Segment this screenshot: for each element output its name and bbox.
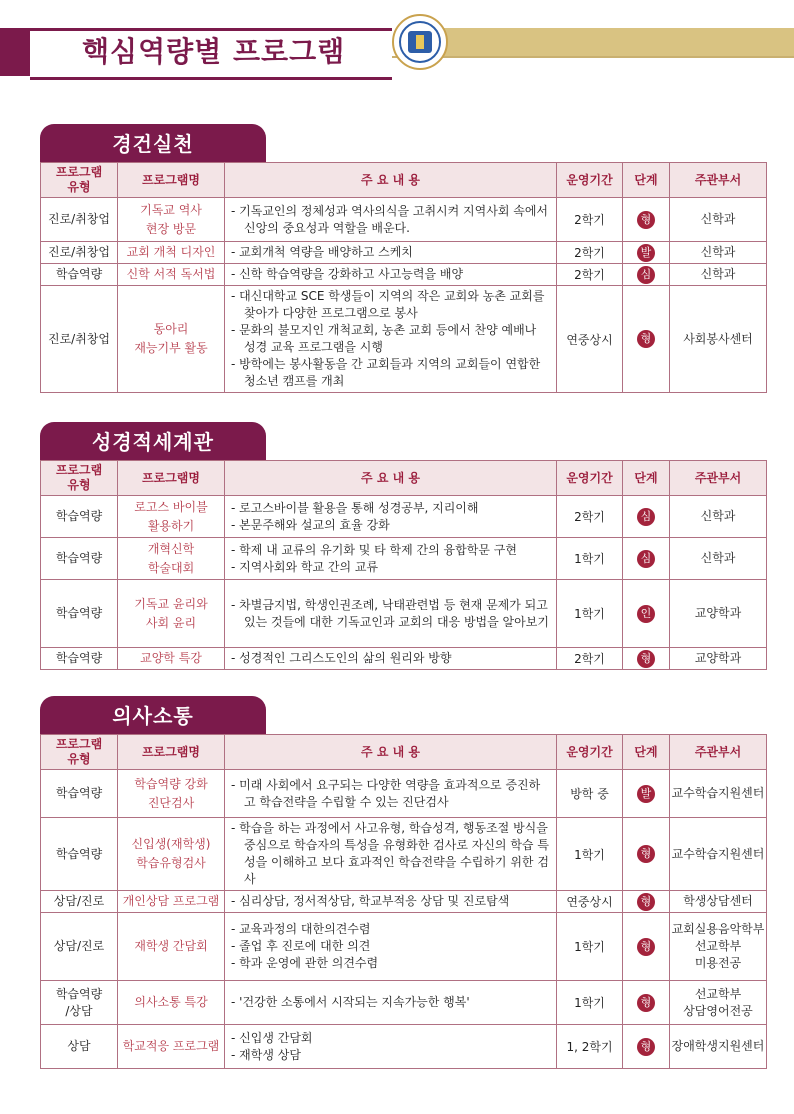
program-stage bbox=[623, 242, 670, 264]
table-row bbox=[41, 580, 767, 648]
program-stage bbox=[623, 891, 670, 913]
program-stage bbox=[623, 580, 670, 648]
program-type: 진로/취창업 bbox=[41, 198, 118, 242]
program-name: 개인상담 프로그램 bbox=[118, 891, 225, 913]
table-row bbox=[41, 818, 767, 891]
stage-badge: 형 bbox=[637, 1038, 655, 1056]
table-row bbox=[41, 538, 767, 580]
stage-badge: 형 bbox=[637, 650, 655, 668]
program-name: 교회 개척 디자인 bbox=[118, 242, 225, 264]
table-row bbox=[41, 198, 767, 242]
program-name: 개혁신학 학술대회 bbox=[118, 538, 225, 580]
program-name: 재학생 간담회 bbox=[118, 913, 225, 981]
col-type: 프로그램 유형 bbox=[41, 461, 118, 496]
table-row bbox=[41, 496, 767, 538]
program-stage bbox=[623, 286, 670, 393]
stage-badge: 형 bbox=[637, 994, 655, 1012]
program-table bbox=[40, 162, 767, 393]
col-dept: 주관부서 bbox=[670, 163, 767, 198]
col-content: 주 요 내 용 bbox=[225, 735, 557, 770]
program-type: 학습역량 bbox=[41, 264, 118, 286]
program-stage bbox=[623, 770, 670, 818]
program-name: 기독교 역사 현장 방문 bbox=[118, 198, 225, 242]
program-type: 학습역량 bbox=[41, 648, 118, 670]
program-dept: 신학과 bbox=[670, 264, 767, 286]
program-type: 학습역량 /상담 bbox=[41, 981, 118, 1025]
table-row bbox=[41, 891, 767, 913]
program-content bbox=[225, 580, 557, 648]
program-type: 학습역량 bbox=[41, 538, 118, 580]
table-row bbox=[41, 913, 767, 981]
content-item: - 교회개척 역량을 배양하고 스케치 bbox=[231, 245, 413, 259]
content-item: - 차별금지법, 학생인권조례, 낙태관련법 등 현재 문제가 되고 있는 것들에 대한 기독교인과 교회의 대응 방법을 알아보기 bbox=[231, 597, 549, 629]
content-item: - 미래 사회에서 요구되는 다양한 역량을 효과적으로 증진하고 학습전략을 수립할 수 있는 진단검사 bbox=[231, 777, 541, 809]
program-period: 2학기 bbox=[557, 198, 623, 242]
program-table bbox=[40, 734, 767, 1069]
program-dept: 장애학생지원센터 bbox=[670, 1025, 767, 1069]
program-stage bbox=[623, 264, 670, 286]
program-period: 2학기 bbox=[557, 496, 623, 538]
program-name: 동아리 재능기부 활동 bbox=[118, 286, 225, 393]
header-accent bbox=[0, 28, 30, 76]
col-stage: 단계 bbox=[623, 735, 670, 770]
table-row bbox=[41, 242, 767, 264]
content-item: - '건강한 소통에서 시작되는 지속가능한 행복' bbox=[231, 995, 470, 1009]
header-gold-bar bbox=[420, 28, 794, 58]
table-header-row bbox=[41, 735, 767, 770]
program-content bbox=[225, 648, 557, 670]
program-dept: 교수학습지원센터 bbox=[670, 818, 767, 891]
university-seal-icon bbox=[392, 14, 448, 70]
program-content bbox=[225, 264, 557, 286]
program-stage bbox=[623, 818, 670, 891]
stage-badge: 형 bbox=[637, 893, 655, 911]
program-name: 기독교 윤리와 사회 윤리 bbox=[118, 580, 225, 648]
program-content bbox=[225, 1025, 557, 1069]
program-name: 의사소통 특강 bbox=[118, 981, 225, 1025]
program-period: 2학기 bbox=[557, 648, 623, 670]
program-content bbox=[225, 496, 557, 538]
stage-badge: 심 bbox=[637, 550, 655, 568]
stage-badge: 인 bbox=[637, 605, 655, 623]
program-type: 학습역량 bbox=[41, 770, 118, 818]
col-name: 프로그램명 bbox=[118, 461, 225, 496]
program-dept: 신학과 bbox=[670, 242, 767, 264]
program-content bbox=[225, 538, 557, 580]
table-row bbox=[41, 286, 767, 393]
program-stage bbox=[623, 198, 670, 242]
section-title: 성경적세계관 bbox=[40, 422, 266, 462]
content-item: - 방학에는 봉사활동을 간 교회들과 지역의 교회들이 연합한 청소년 캠프를 개최 bbox=[231, 357, 541, 388]
content-item: - 지역사회와 학교 간의 교류 bbox=[231, 559, 379, 574]
content-item: - 심리상담, 정서적상담, 학교부적응 상담 및 진로탐색 bbox=[231, 894, 510, 908]
program-period: 연중상시 bbox=[557, 891, 623, 913]
col-name: 프로그램명 bbox=[118, 163, 225, 198]
program-stage bbox=[623, 913, 670, 981]
col-period: 운영기간 bbox=[557, 735, 623, 770]
content-item: - 로고스바이블 활용을 통해 성경공부, 지리이해 bbox=[231, 500, 479, 515]
program-dept: 교양학과 bbox=[670, 580, 767, 648]
header-rule bbox=[392, 56, 794, 58]
program-type: 진로/취창업 bbox=[41, 242, 118, 264]
program-content bbox=[225, 286, 557, 393]
content-item: - 본문주해와 설교의 효율 강화 bbox=[231, 517, 390, 532]
stage-badge: 형 bbox=[637, 845, 655, 863]
program-dept: 교회실용음악학부 선교학부 미용전공 bbox=[670, 913, 767, 981]
program-type: 학습역량 bbox=[41, 818, 118, 891]
content-item: - 문화의 불모지인 개척교회, 농촌 교회 등에서 찬양 예배나 성경 교육 프로그램을 시행 bbox=[231, 323, 537, 354]
col-name: 프로그램명 bbox=[118, 735, 225, 770]
content-item: - 신입생 간담회 bbox=[231, 1030, 313, 1045]
col-type: 프로그램 유형 bbox=[41, 735, 118, 770]
program-stage bbox=[623, 648, 670, 670]
stage-badge: 발 bbox=[637, 244, 655, 262]
program-content bbox=[225, 198, 557, 242]
content-item: - 대신대학교 SCE 학생들이 지역의 작은 교회와 농촌 교회를 찾아가 다양한 프로그램으로 봉사 bbox=[231, 289, 545, 320]
content-item: - 교육과정의 대한의견수렴 bbox=[231, 922, 371, 936]
program-content bbox=[225, 770, 557, 818]
col-stage: 단계 bbox=[623, 461, 670, 496]
stage-badge: 심 bbox=[637, 266, 655, 284]
content-item: - 기독교인의 정체성과 역사의식을 고취시켜 지역사회 속에서 신앙의 중요성과 역할을 배운다. bbox=[231, 203, 549, 235]
program-dept: 신학과 bbox=[670, 496, 767, 538]
content-item: - 성경적인 그리스도인의 삶의 원리와 방향 bbox=[231, 651, 452, 665]
program-period: 2학기 bbox=[557, 242, 623, 264]
col-stage: 단계 bbox=[623, 163, 670, 198]
table-row bbox=[41, 770, 767, 818]
program-stage bbox=[623, 1025, 670, 1069]
program-dept: 선교학부 상담영어전공 bbox=[670, 981, 767, 1025]
section-title: 의사소통 bbox=[40, 696, 266, 736]
content-item: - 학제 내 교류의 유기화 및 타 학제 간의 융합학문 구현 bbox=[231, 542, 517, 557]
program-dept: 교양학과 bbox=[670, 648, 767, 670]
program-type: 진로/취창업 bbox=[41, 286, 118, 393]
program-period: 1학기 bbox=[557, 913, 623, 981]
program-period: 2학기 bbox=[557, 264, 623, 286]
table-header-row bbox=[41, 163, 767, 198]
table-row bbox=[41, 981, 767, 1025]
program-content bbox=[225, 242, 557, 264]
program-name: 학습역량 강화 진단검사 bbox=[118, 770, 225, 818]
table-header-row bbox=[41, 461, 767, 496]
col-content: 주 요 내 용 bbox=[225, 461, 557, 496]
program-table bbox=[40, 460, 767, 670]
program-period: 1학기 bbox=[557, 981, 623, 1025]
page-title: 핵심역량별 프로그램 bbox=[82, 35, 346, 68]
program-dept: 신학과 bbox=[670, 198, 767, 242]
program-name: 로고스 바이블 활용하기 bbox=[118, 496, 225, 538]
col-type: 프로그램 유형 bbox=[41, 163, 118, 198]
program-stage bbox=[623, 981, 670, 1025]
program-name: 교양학 특강 bbox=[118, 648, 225, 670]
program-period: 방학 중 bbox=[557, 770, 623, 818]
table-row bbox=[41, 1025, 767, 1069]
stage-badge: 심 bbox=[637, 508, 655, 526]
stage-badge: 발 bbox=[637, 785, 655, 803]
program-content bbox=[225, 818, 557, 891]
program-name: 신학 서적 독서법 bbox=[118, 264, 225, 286]
stage-badge: 형 bbox=[637, 938, 655, 956]
program-type: 상담/진로 bbox=[41, 891, 118, 913]
program-dept: 학생상담센터 bbox=[670, 891, 767, 913]
program-period: 1학기 bbox=[557, 538, 623, 580]
program-stage bbox=[623, 538, 670, 580]
content-item: - 학과 운영에 관한 의견수렴 bbox=[231, 956, 379, 970]
program-period: 1, 2학기 bbox=[557, 1025, 623, 1069]
col-dept: 주관부서 bbox=[670, 461, 767, 496]
program-period: 1학기 bbox=[557, 818, 623, 891]
table-row bbox=[41, 648, 767, 670]
program-dept: 신학과 bbox=[670, 538, 767, 580]
program-content bbox=[225, 891, 557, 913]
program-name: 신입생(재학생) 학습유형검사 bbox=[118, 818, 225, 891]
program-dept: 교수학습지원센터 bbox=[670, 770, 767, 818]
stage-badge: 형 bbox=[637, 211, 655, 229]
col-period: 운영기간 bbox=[557, 461, 623, 496]
program-type: 상담/진로 bbox=[41, 913, 118, 981]
program-stage bbox=[623, 496, 670, 538]
content-item: - 학습을 하는 과정에서 사고유형, 학습성격, 행동조절 방식을 중심으로 학습자의 특성을 유형화한 검사로 자신의 학습 특성을 이해하고 보다 효과적인 학습전략을 수립하기 위한 검사 bbox=[231, 821, 549, 886]
program-period: 연중상시 bbox=[557, 286, 623, 393]
col-period: 운영기간 bbox=[557, 163, 623, 198]
program-content bbox=[225, 913, 557, 981]
col-content: 주 요 내 용 bbox=[225, 163, 557, 198]
content-item: - 졸업 후 진로에 대한 의견 bbox=[231, 939, 371, 953]
program-content bbox=[225, 981, 557, 1025]
table-row bbox=[41, 264, 767, 286]
program-name: 학교적응 프로그램 bbox=[118, 1025, 225, 1069]
program-type: 학습역량 bbox=[41, 580, 118, 648]
stage-badge: 형 bbox=[637, 330, 655, 348]
program-period: 1학기 bbox=[557, 580, 623, 648]
content-item: - 재학생 상담 bbox=[231, 1047, 301, 1062]
content-item: - 신학 학습역량을 강화하고 사고능력을 배양 bbox=[231, 267, 464, 281]
program-dept: 사회봉사센터 bbox=[670, 286, 767, 393]
program-type: 상담 bbox=[41, 1025, 118, 1069]
section-title: 경건실천 bbox=[40, 124, 266, 164]
col-dept: 주관부서 bbox=[670, 735, 767, 770]
program-type: 학습역량 bbox=[41, 496, 118, 538]
